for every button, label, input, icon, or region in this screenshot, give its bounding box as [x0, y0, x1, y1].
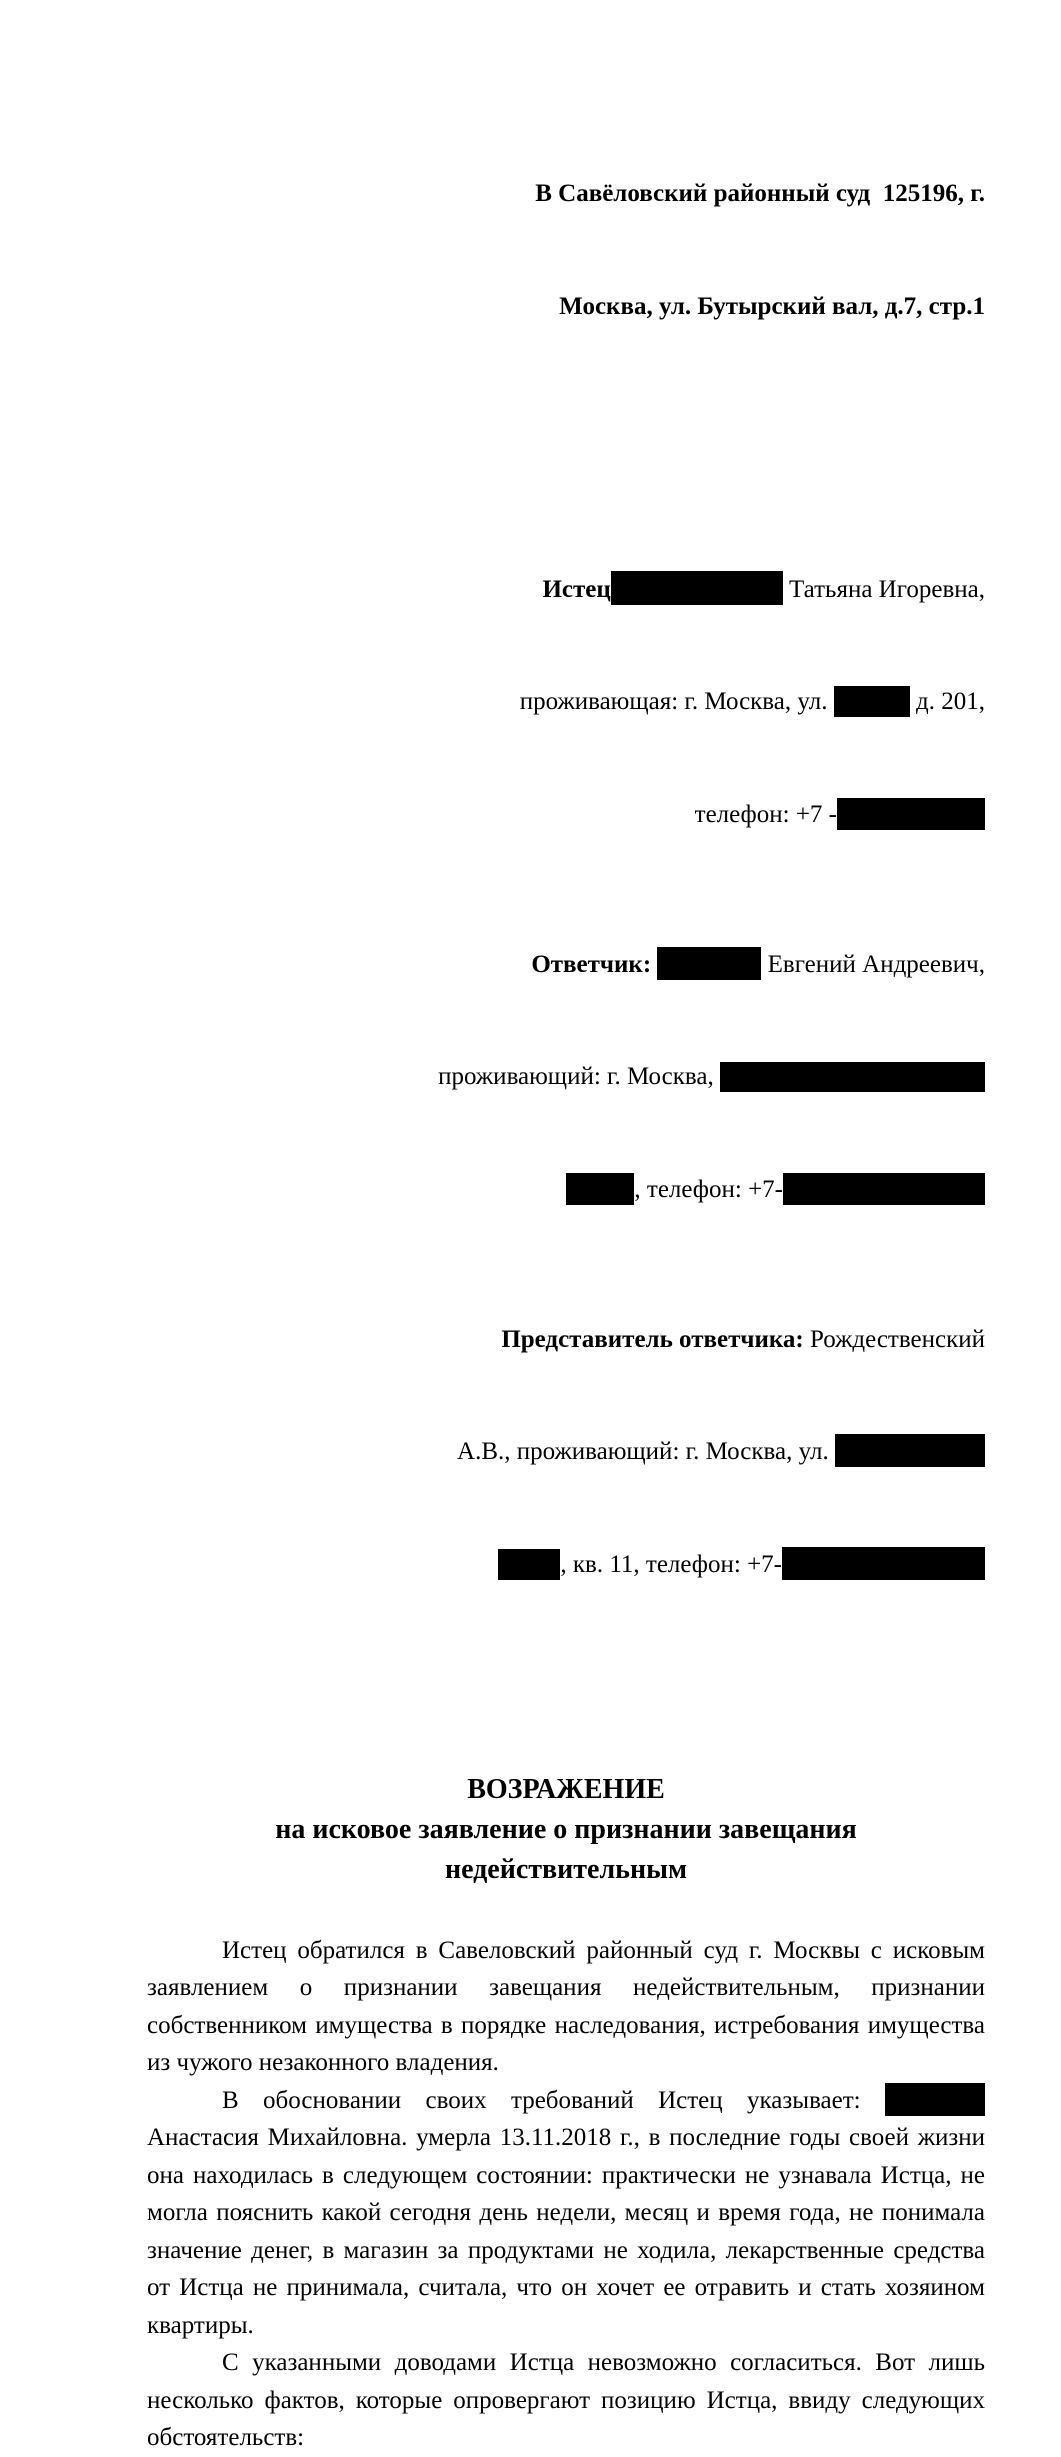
representative-line-1 [147, 1321, 985, 1359]
redaction-bar [783, 1173, 985, 1205]
paragraph-3: С указанными доводами Истца невозможно согласиться. Вот лишь несколько фактов, которые опровергают позицию Истца, ввиду следующих обстоятельств: [147, 2349, 985, 2451]
redaction-bar [720, 1062, 985, 1092]
representative-label: Представитель ответчика: [501, 1325, 810, 1353]
plaintiff-line-3 [147, 796, 985, 834]
redaction-bar [782, 1547, 985, 1580]
defendant-label: Ответчик: [531, 950, 658, 978]
paragraph-2-before-redaction: В обосновании своих требований Истец указывает: [222, 2086, 885, 2114]
redaction-bar [885, 2083, 985, 2116]
representative-line-3 [147, 1546, 985, 1584]
parties-block [147, 458, 985, 1696]
document-body [147, 1932, 985, 2457]
defendant-line-2 [147, 1058, 985, 1096]
court-header-line-1: В Савёловский районный суд 125196, г. [535, 180, 985, 207]
paragraph-1: Истец обратился в Савеловский районный суд г. Москвы с исковым заявлением о признании завещания недействительным, признании собственником имущества в порядке наследования, истребования имущества из чужого незаконного владения. [147, 1936, 985, 2076]
court-header-line-2: Москва, ул. Бутырский вал, д.7, стр.1 [559, 292, 985, 320]
document-subtitle: на исковое заявление о признании завещания недействительным [275, 1813, 857, 1885]
defendant-phone-label: , телефон: +7- [634, 1175, 783, 1203]
redaction-bar [837, 798, 985, 830]
defendant-name: Евгений Андреевич, [761, 950, 985, 978]
representative-phone-label: , кв. 11, телефон: +7- [560, 1550, 782, 1578]
defendant-line-1 [147, 946, 985, 984]
document-content [147, 0, 985, 2457]
redaction-bar [834, 686, 910, 717]
plaintiff-address-after: д. 201, [909, 688, 985, 715]
defendant-address-before: проживающий: г. Москва, [438, 1063, 720, 1090]
plaintiff-name: Татьяна Игоревна, [782, 575, 985, 603]
plaintiff-phone-label: телефон: +7 - [694, 800, 837, 828]
representative-line-2 [147, 1433, 985, 1471]
plaintiff-line-1 [147, 571, 985, 609]
paragraph-2 [147, 2082, 985, 2345]
representative-address-before: А.В., проживающий: г. Москва, ул. [457, 1438, 835, 1465]
document-title-block [147, 1770, 985, 1890]
plaintiff-label: Истец [542, 575, 611, 603]
redaction-bar [498, 1549, 560, 1580]
court-header [147, 0, 985, 400]
document-title: ВОЗРАЖЕНИЕ [467, 1773, 665, 1805]
plaintiff-line-2 [147, 683, 985, 721]
representative-name: Рождественский [809, 1325, 985, 1353]
redaction-bar [566, 1173, 634, 1205]
plaintiff-address-before: проживающая: г. Москва, ул. [519, 688, 834, 715]
redaction-bar [611, 571, 783, 605]
paragraph-2-after-redaction: Анастасия Михайловна. умерла 13.11.2018 г., в последние годы своей жизни она находилась в следующем состоянии: практически не узнавала Истца, не могла пояснить какой сегодня день недели, месяц и время года, не понимала значение денег, в магазин за продуктами не ходила, лекарственные средства от Истца не принимала, считала, что он хочет ее отравить и стать хозяином квартиры. [147, 2124, 985, 2339]
redaction-bar [835, 1434, 985, 1467]
redaction-bar [657, 947, 761, 980]
defendant-line-3 [147, 1171, 985, 1209]
